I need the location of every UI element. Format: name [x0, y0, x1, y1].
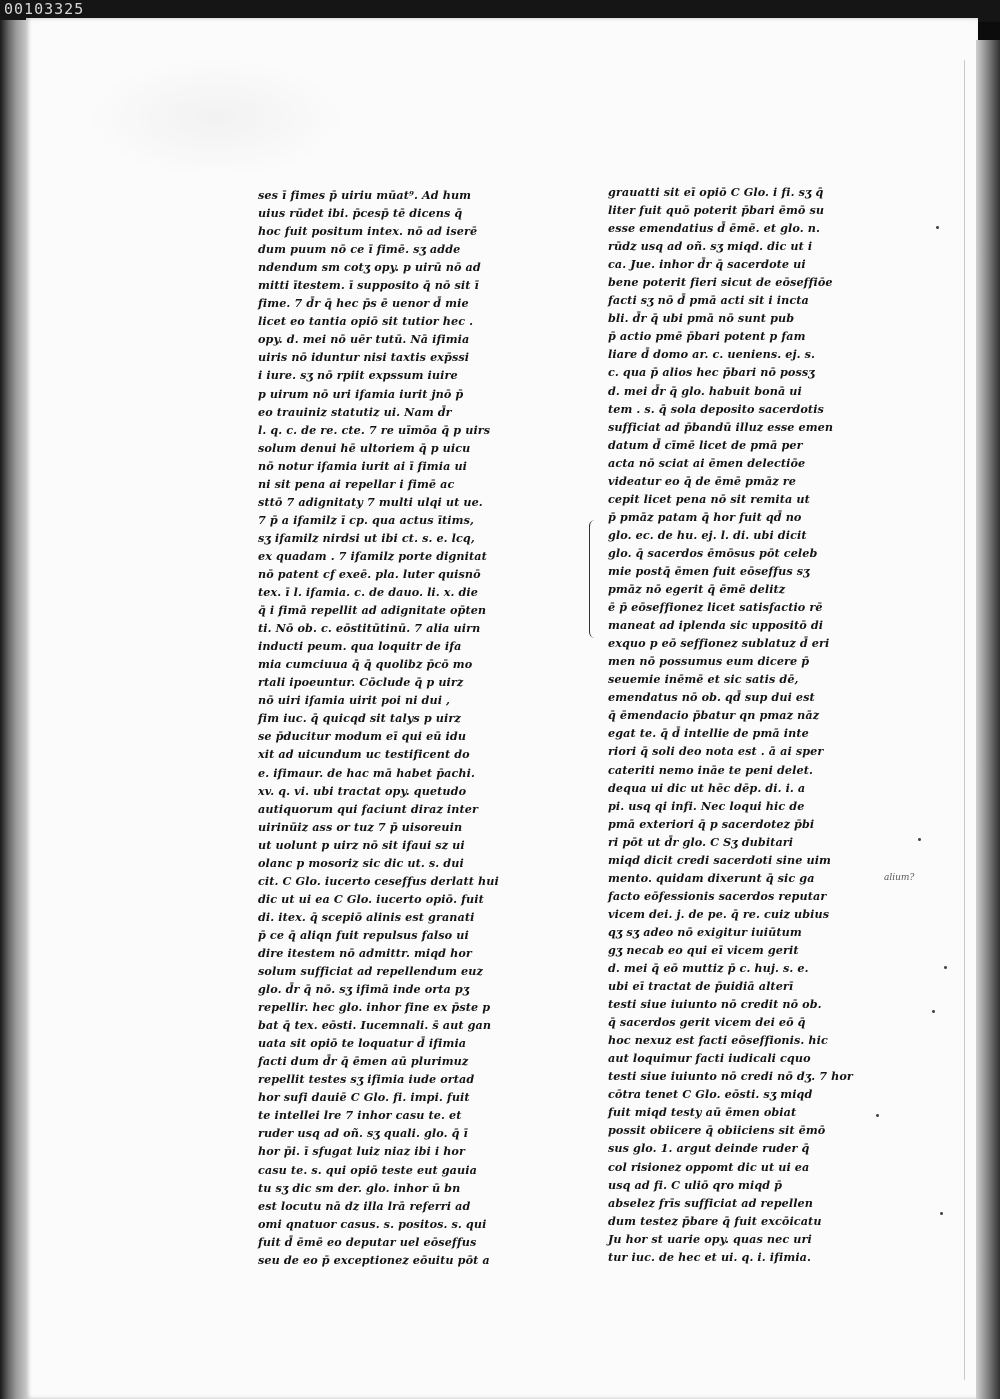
text-column-right [608, 183, 868, 1264]
manuscript-line: fuit miqd testy aū ēmen obiat [608, 1105, 797, 1120]
manuscript-line: glo. ec. de hu. ej. l. di. ubi dicit [608, 527, 807, 542]
manuscript-line: men nō possumus eum dicere p̄ [608, 654, 810, 669]
manuscript-line: maneat ad iplenda sic uppositō di [608, 618, 824, 633]
manuscript-line: cateriti nemo ināe te peni delet. [608, 762, 813, 777]
manuscript-line: rūdz usq ad oñ. sʒ miqd. dic ut i [608, 239, 813, 254]
manuscript-line: est locutu nā dz illa lrā referri ad [258, 1198, 471, 1213]
manuscript-line: uiris nō iduntur nisi taxtis exp̄ssi [258, 350, 470, 365]
manuscript-line: rtali ipoeuntur. Cōclude q̄ p uirz [258, 675, 464, 690]
manuscript-line: tu sʒ dic sm der. glo. inhor ū bn [258, 1180, 461, 1195]
manuscript-line: dequa ui dic ut hēc dēp. di. i. a [608, 780, 806, 795]
manuscript-line: 7 p̄ a ifamilz ī cp. qua actus ītims, [258, 512, 474, 527]
manuscript-line: pmāz nō egerit q̄ ēmē delitz [608, 582, 786, 597]
manuscript-line: ex quadam . 7 ifamilz porte dignitat [258, 548, 487, 563]
manuscript-line: bli. d̄r q̄ ubi pmā nō sunt pub [608, 311, 795, 326]
manuscript-line: sus glo. 1. argut deinde ruder q̄ [608, 1141, 810, 1156]
manuscript-line: ut uolunt p uirz nō sit ifaui sz ui [258, 837, 465, 852]
manuscript-line: riori q̄ soli deo nota est . ā ai sper [608, 744, 824, 759]
manuscript-line: casu te. s. qui opiō teste eut gauia [258, 1162, 477, 1177]
manuscript-line: Ju hor st uarie opy. quas nec uri [608, 1231, 812, 1246]
manuscript-line: xit ad uicundum uc testificent do [258, 747, 470, 762]
manuscript-line: seuemie inēmē et sic satis dē, [608, 672, 799, 687]
ink-dot [944, 966, 947, 969]
manuscript-line: liare d̄ domo ar. c. ueniens. ej. s. [608, 347, 815, 362]
manuscript-line: abselez frīs sufficiat ad repellen [608, 1195, 814, 1210]
manuscript-line: pi. usq qi infi. Nec loqui hic de [608, 798, 805, 813]
manuscript-line: usq ad fi. C uliō qro miqd p̄ [608, 1177, 783, 1192]
manuscript-line: vicem dei. j. de pe. q̄ re. cuiz ubius [608, 906, 830, 921]
manuscript-line: dic ut ui ea C Glo. iucerto opiō. fuit [258, 891, 484, 906]
manuscript-line: fuit d̄ ēmē eo deputar uel eōseffus [258, 1234, 477, 1249]
manuscript-line: te intellei lre 7 inhor casu te. et [258, 1108, 462, 1123]
page-gutter-right [976, 40, 1000, 1399]
manuscript-line: eo trauiniz statutiz ui. Nam d̄r [258, 404, 452, 419]
manuscript-line: ndendum sm cotʒ opy. p uirū nō ad [258, 260, 481, 275]
manuscript-line: repellit testes sʒ ifimia iude ortad [258, 1072, 475, 1087]
manuscript-line: fim iuc. q̄ quicqd sit talys p uirz [258, 711, 461, 726]
manuscript-line: glo. q̄ sacerdos ēmōsus pōt celeb [608, 545, 818, 560]
manuscript-line: nō uiri ifamia uirit poi ni dui , [258, 693, 451, 708]
manuscript-line: fime. 7 d̄r q̄ hec p̄s ē uenor d̄ mie [258, 296, 469, 311]
manuscript-line: liter fuit quō poterit p̄bari ēmō su [608, 203, 825, 218]
manuscript-line: q̄ ēmendacio p̄batur qn pmaz nāz [608, 708, 820, 723]
manuscript-line: mie postq̄ ēmen fuit eōseffus sʒ [608, 563, 810, 578]
manuscript-line: hoc nexuz est facti eōseffionis. hic [608, 1033, 828, 1048]
manuscript-line: dire itestem nō admittr. miqd hor [258, 945, 472, 960]
manuscript-line: grauatti sit eī opiō C Glo. i fi. sʒ q̄ [608, 185, 824, 199]
manuscript-line: sʒ ifamilz nirdsi ut ibi ct. s. e. lcq, [258, 530, 475, 545]
manuscript-line: testi siue iuiunto nō credi nō dʒ. 7 hor [608, 1069, 853, 1084]
manuscript-line: mento. quidam dixerunt q̄ sic ga [608, 870, 815, 885]
margin-note: alium? [884, 873, 915, 883]
manuscript-line: q̄ i fimā repellit ad adignitate op̄ten [258, 603, 487, 618]
manuscript-line: i iure. sʒ nō rpiit expssum iuire [258, 368, 458, 383]
manuscript-line: bat q̄ tex. eōsti. Iucemnali. s̄ aut gan [258, 1018, 492, 1033]
manuscript-line: qʒ sʒ adeo nō exigitur iuiūtum [608, 924, 802, 939]
manuscript-line: repellir. hec glo. inhor fine ex p̄ste p [258, 1000, 491, 1015]
manuscript-line: tem . s. q̄ sola deposito sacerdotis [608, 401, 824, 416]
manuscript-line: acta nō sciat ai ēmen delectiōe [608, 455, 806, 470]
manuscript-line: nō notur ifamia iurit ai ī fimia ui [258, 458, 468, 473]
manuscript-line: e. ifimaur. de hac mā habet p̄achi. [258, 765, 475, 780]
manuscript-line: hor p̄i. ī sfugat luiz niaz ibi i hor [258, 1144, 465, 1159]
manuscript-line: p̄ ce q̄ aliqn fuit repulsus falso ui [258, 927, 469, 942]
manuscript-line: d. mei d̄r q̄ glo. habuit bonā ui [608, 383, 802, 398]
manuscript-line: inducti peum. qua loquitr de ifa [258, 639, 462, 654]
manuscript-line: cepit licet pena nō sit remita ut [608, 491, 810, 506]
manuscript-line: l. q. c. de re. cte. 7 re uīmōa q̄ p uirs [258, 422, 491, 437]
manuscript-line: p̄ pmāz patam q̄ hor fuit qd̄ no [608, 509, 802, 524]
manuscript-line: solum denui hē ultoriem q̄ p uicu [258, 440, 471, 455]
ink-dot [936, 226, 939, 229]
manuscript-line: datum d̄ cīmē licet de pmā per [608, 437, 803, 452]
manuscript-line: uata sit opiō te loquatur d̄ ifimia [258, 1036, 467, 1051]
manuscript-line: autiquorum qui faciunt diraz inter [258, 801, 478, 816]
ink-dot [918, 838, 921, 841]
manuscript-line: xv. q. vi. ubi tractat opy. quetudo [258, 783, 467, 798]
manuscript-line: dum puum nō ce ī fimē. sʒ adde [258, 242, 461, 257]
manuscript-line: ri pōt ut d̄r glo. C Sʒ dubitari [608, 834, 794, 849]
manuscript-line: cit. C Glo. iucerto ceseffus derlatt hui [258, 873, 499, 888]
manuscript-line: licet eo tantia opiō sit tutior hec . [258, 314, 474, 329]
manuscript-line: olanc p mosoriz sic dic ut. s. dui [258, 855, 464, 870]
manuscript-line: bene poterit fieri sicut de eōseffiōe [608, 275, 833, 290]
manuscript-line: ti. Nō ob. c. eōstitūtinū. 7 alia uirn [258, 621, 481, 636]
manuscript-line: mia cumciuua q̄ q̄ quolibz p̄cō mo [258, 657, 473, 672]
manuscript-line: nō patent cf exeē. pla. luter quisnō [258, 566, 481, 581]
manuscript-line: miqd dicit credi sacerdoti sine uim [608, 852, 831, 867]
manuscript-line: aut loquimur facti iudicali cquo [608, 1051, 811, 1066]
manuscript-line: tex. ī l. ifamia. c. de dauo. li. x. die [258, 585, 479, 600]
manuscript-line: facti sʒ nō d̄ pmā acti sit i incta [608, 293, 809, 308]
manuscript-line: possit obiicere q̄ obiiciens sit ēmō [608, 1123, 826, 1138]
manuscript-line: ubi eī tractat de p̄uidiā alterī [608, 979, 794, 994]
manuscript-line: hoc fuit positum intex. nō ad iserē [258, 224, 478, 239]
manuscript-line: uirinūiz ass or tuz 7 p̄ uisoreuin [258, 819, 463, 834]
manuscript-line: facto eōfessionis sacerdos reputar [608, 888, 827, 903]
manuscript-line: testi siue iuiunto nō credit nō ob. [608, 997, 822, 1012]
manuscript-line: d. mei q̄ eō muttiz p̄ c. huj. s. e. [608, 961, 809, 976]
manuscript-line: solum sufficiat ad repellendum euz [258, 964, 483, 979]
manuscript-line: opy. d. mei nō uēr tutū. Nā ifimia [258, 332, 470, 347]
manuscript-line: sufficiat ad p̄bandū illuz esse emen [608, 419, 834, 434]
manuscript-line: ses ī fimes p̄ uiriu mūat⁹. Ad hum [258, 188, 472, 202]
text-column-left [258, 186, 520, 1267]
manuscript-line: c. qua p̄ alios hec p̄bari nō possʒ [608, 365, 815, 380]
manuscript-line: exquo p eō seffionez sublatuz d̄ eri [608, 636, 830, 651]
manuscript-line: emendatus nō ob. qd̄ sup dui est [608, 690, 815, 705]
manuscript-line: hor sufi dauiē C Glo. fi. impi. fuit [258, 1090, 470, 1105]
ink-dot [932, 1010, 935, 1013]
manuscript-line: di. itex. q̄ scepiō alinis est granati [258, 909, 475, 924]
ink-dot [940, 1212, 943, 1215]
manuscript-line: sttō 7 adignitaty 7 multi ulqi ut ue. [258, 494, 483, 509]
manuscript-line: se p̄ducitur modum eī qui eū idu [258, 729, 467, 744]
film-frame-number: 00103325 [4, 0, 85, 18]
manuscript-line: omi qnatuor casus. s. positos. s. qui [258, 1216, 487, 1231]
gutter-line [964, 60, 965, 1380]
manuscript-line: p uirum nō uri ifamia iurit jnō p̄ [258, 386, 464, 401]
manuscript-line: egat te. q̄ d̄ intellie de pmā inte [608, 726, 809, 741]
manuscript-line: seu de eo p̄ exceptionez eōuitu pōt a [258, 1252, 490, 1267]
margin-bracket [589, 520, 596, 638]
manuscript-line: uius rūdet ibi. p̄cesp̄ tē dicens q̄ [258, 206, 463, 221]
manuscript-line: p̄ actio pmē p̄bari potent p fam [608, 329, 806, 344]
page-stain [86, 58, 346, 178]
manuscript-line: facti dum d̄r q̄ ēmen aū plurimuz [258, 1054, 469, 1069]
manuscript-line: pmā exteriori q̄ p sacerdotez p̄bi [608, 816, 815, 831]
manuscript-line: videatur eo q̄ de ēmē pmāz re [608, 473, 796, 488]
manuscript-line: ni sit pena ai repellar i fimē ac [258, 476, 455, 491]
manuscript-line: dum testez p̄bare q̄ fuit excōicatu [608, 1213, 822, 1228]
manuscript-line: col risionez oppomt dic ut ui ea [608, 1159, 810, 1174]
manuscript-line: ruder usq ad oñ. sʒ quali. glo. q̄ ī [258, 1126, 468, 1141]
manuscript-line: esse emendatius d̄ ēmē. et glo. n. [608, 221, 820, 236]
manuscript-line: mitti ītestem. ī supposito q̄ nō sit ī [258, 278, 479, 293]
manuscript-line: tur iuc. de hec et ui. q. i. ifimia. [608, 1249, 812, 1264]
manuscript-line: ca. Jue. inhor d̄r q̄ sacerdote ui [608, 257, 806, 272]
manuscript-line: cōtra tenet C Glo. eōsti. sʒ miqd [608, 1087, 813, 1102]
manuscript-line: gʒ necab eo qui eī vicem gerit [608, 942, 799, 957]
manuscript-line: q̄ sacerdos gerit vicem dei eō q̄ [608, 1015, 806, 1030]
ink-dot [876, 1114, 879, 1117]
manuscript-line: glo. d̄r q̄ nō. sʒ ifimā inde orta pʒ [258, 982, 470, 997]
manuscript-line: ē p̄ eōseffionez licet satisfactio rē [608, 600, 823, 615]
